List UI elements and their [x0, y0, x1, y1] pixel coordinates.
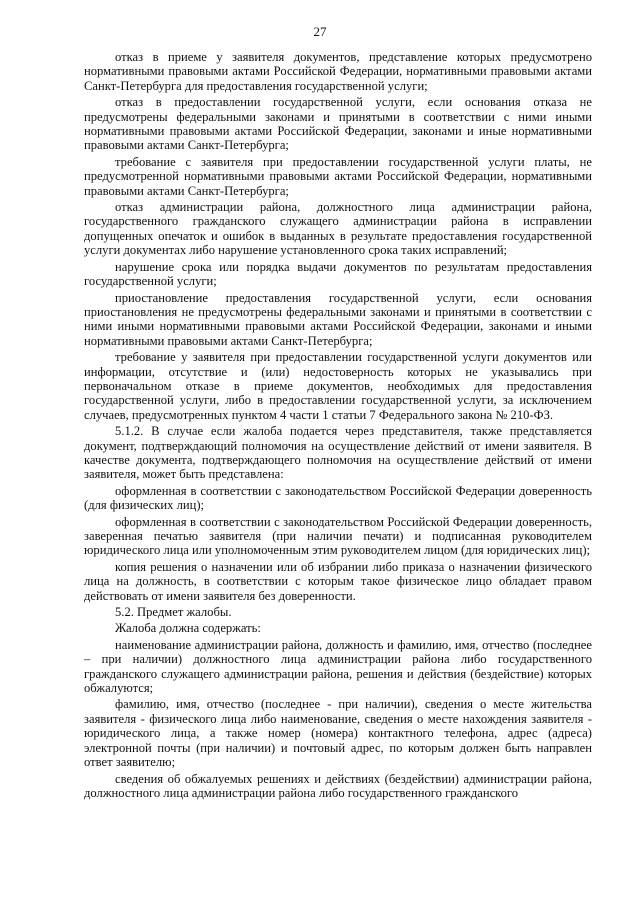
paragraph: нарушение срока или порядка выдачи документов по результатам предоставления государственной услуги; [84, 259, 592, 289]
paragraph: оформленная в соответствии с законодательством Российской Федерации доверенность, заверенная печатью заявителя (при наличии печати) и подписанная руководителем юридического лица или уполномоченным этим руководителем лицом (для юридических лиц); [84, 514, 592, 558]
section-heading: 5.2. Предмет жалобы. [115, 605, 232, 620]
document-body [84, 50, 592, 802]
paragraph: требование у заявителя при предоставлении государственной услуги документов или информации, отсутствие и (или) недостоверность которых не указывались при первоначальном отказе в приеме документов, необходимых для предоставления государственной услуги, либо в предоставлении государственной услуги, за исключением случаев, предусмотренных пунктом 4 части 1 статьи 7 Федерального закона № 210-ФЗ. [84, 350, 592, 422]
paragraph: сведения об обжалуемых решениях и действиях (бездействии) администрации района, должностного лица администрации района либо государственного гражданского [84, 771, 592, 800]
paragraph: Жалоба должна содержать: [115, 621, 261, 636]
paragraph: копия решения о назначении или об избрании либо приказа о назначении физического лица на должность, в соответствии с которым такое физическое лицо обладает правом действовать от имени заявителя без доверенности. [84, 559, 592, 603]
paragraph: приостановление предоставления государственной услуги, если основания приостановления не предусмотрены федеральными законами и принятыми в соответствии с ними иными нормативными правовыми актами Российской Федерации, законами и иными нормативными правовыми актами Санкт-Петербурга; [84, 290, 592, 348]
page-number: 27 [313, 24, 327, 39]
paragraph: требование с заявителя при предоставлении государственной услуги платы, не предусмотренной нормативными правовыми актами Российской Федерации, нормативными правовыми актами Санкт-Петербурга; [84, 154, 592, 198]
paragraph: отказ в приеме у заявителя документов, представление которых предусмотрено нормативными правовыми актами Российской Федерации, нормативными правовыми актами Санкт-Петербурга для предоставления государственной услуги; [84, 50, 592, 93]
paragraph: 5.1.2. В случае если жалоба подается через представителя, также представляется документ, подтверждающий полномочия на осуществление действий от имени заявителя. В качестве документа, подтверждающего полномочия на осуществление действий от имени заявителя, может быть представлена: [84, 424, 592, 482]
paragraph: наименование администрации района, должность и фамилию, имя, отчество (последнее – при наличии) должностного лица администрации района либо государственного гражданского служащего администрации района, решения и действия (бездействие) которых обжалуются; [84, 637, 592, 696]
paragraph: фамилию, имя, отчество (последнее - при наличии), сведения о месте жительства заявителя - физического лица либо наименование, сведения о месте нахождения заявителя - юридического лица, а также номер (номера) контактного телефона, адрес (адреса) электронной почты (при наличии) и почтовый адрес, по которым должен быть направлен ответ заявителю; [84, 697, 592, 770]
paragraph: оформленная в соответствии с законодательством Российской Федерации доверенность (для физических лиц); [84, 483, 592, 513]
paragraph: отказ в предоставлении государственной услуги, если основания отказа не предусмотрены федеральными законами и принятыми в соответствии с ними иными нормативными правовыми актами Российской Федерации, законами и иные нормативными правовыми актами Санкт-Петербурга; [84, 95, 592, 153]
paragraph: отказ администрации района, должностного лица администрации района, государственного гражданского служащего администрации района в исправлении допущенных опечаток и ошибок в выданных в результате предоставления государственной услуги документах либо нарушение установленного срока таких исправлений; [84, 200, 592, 258]
